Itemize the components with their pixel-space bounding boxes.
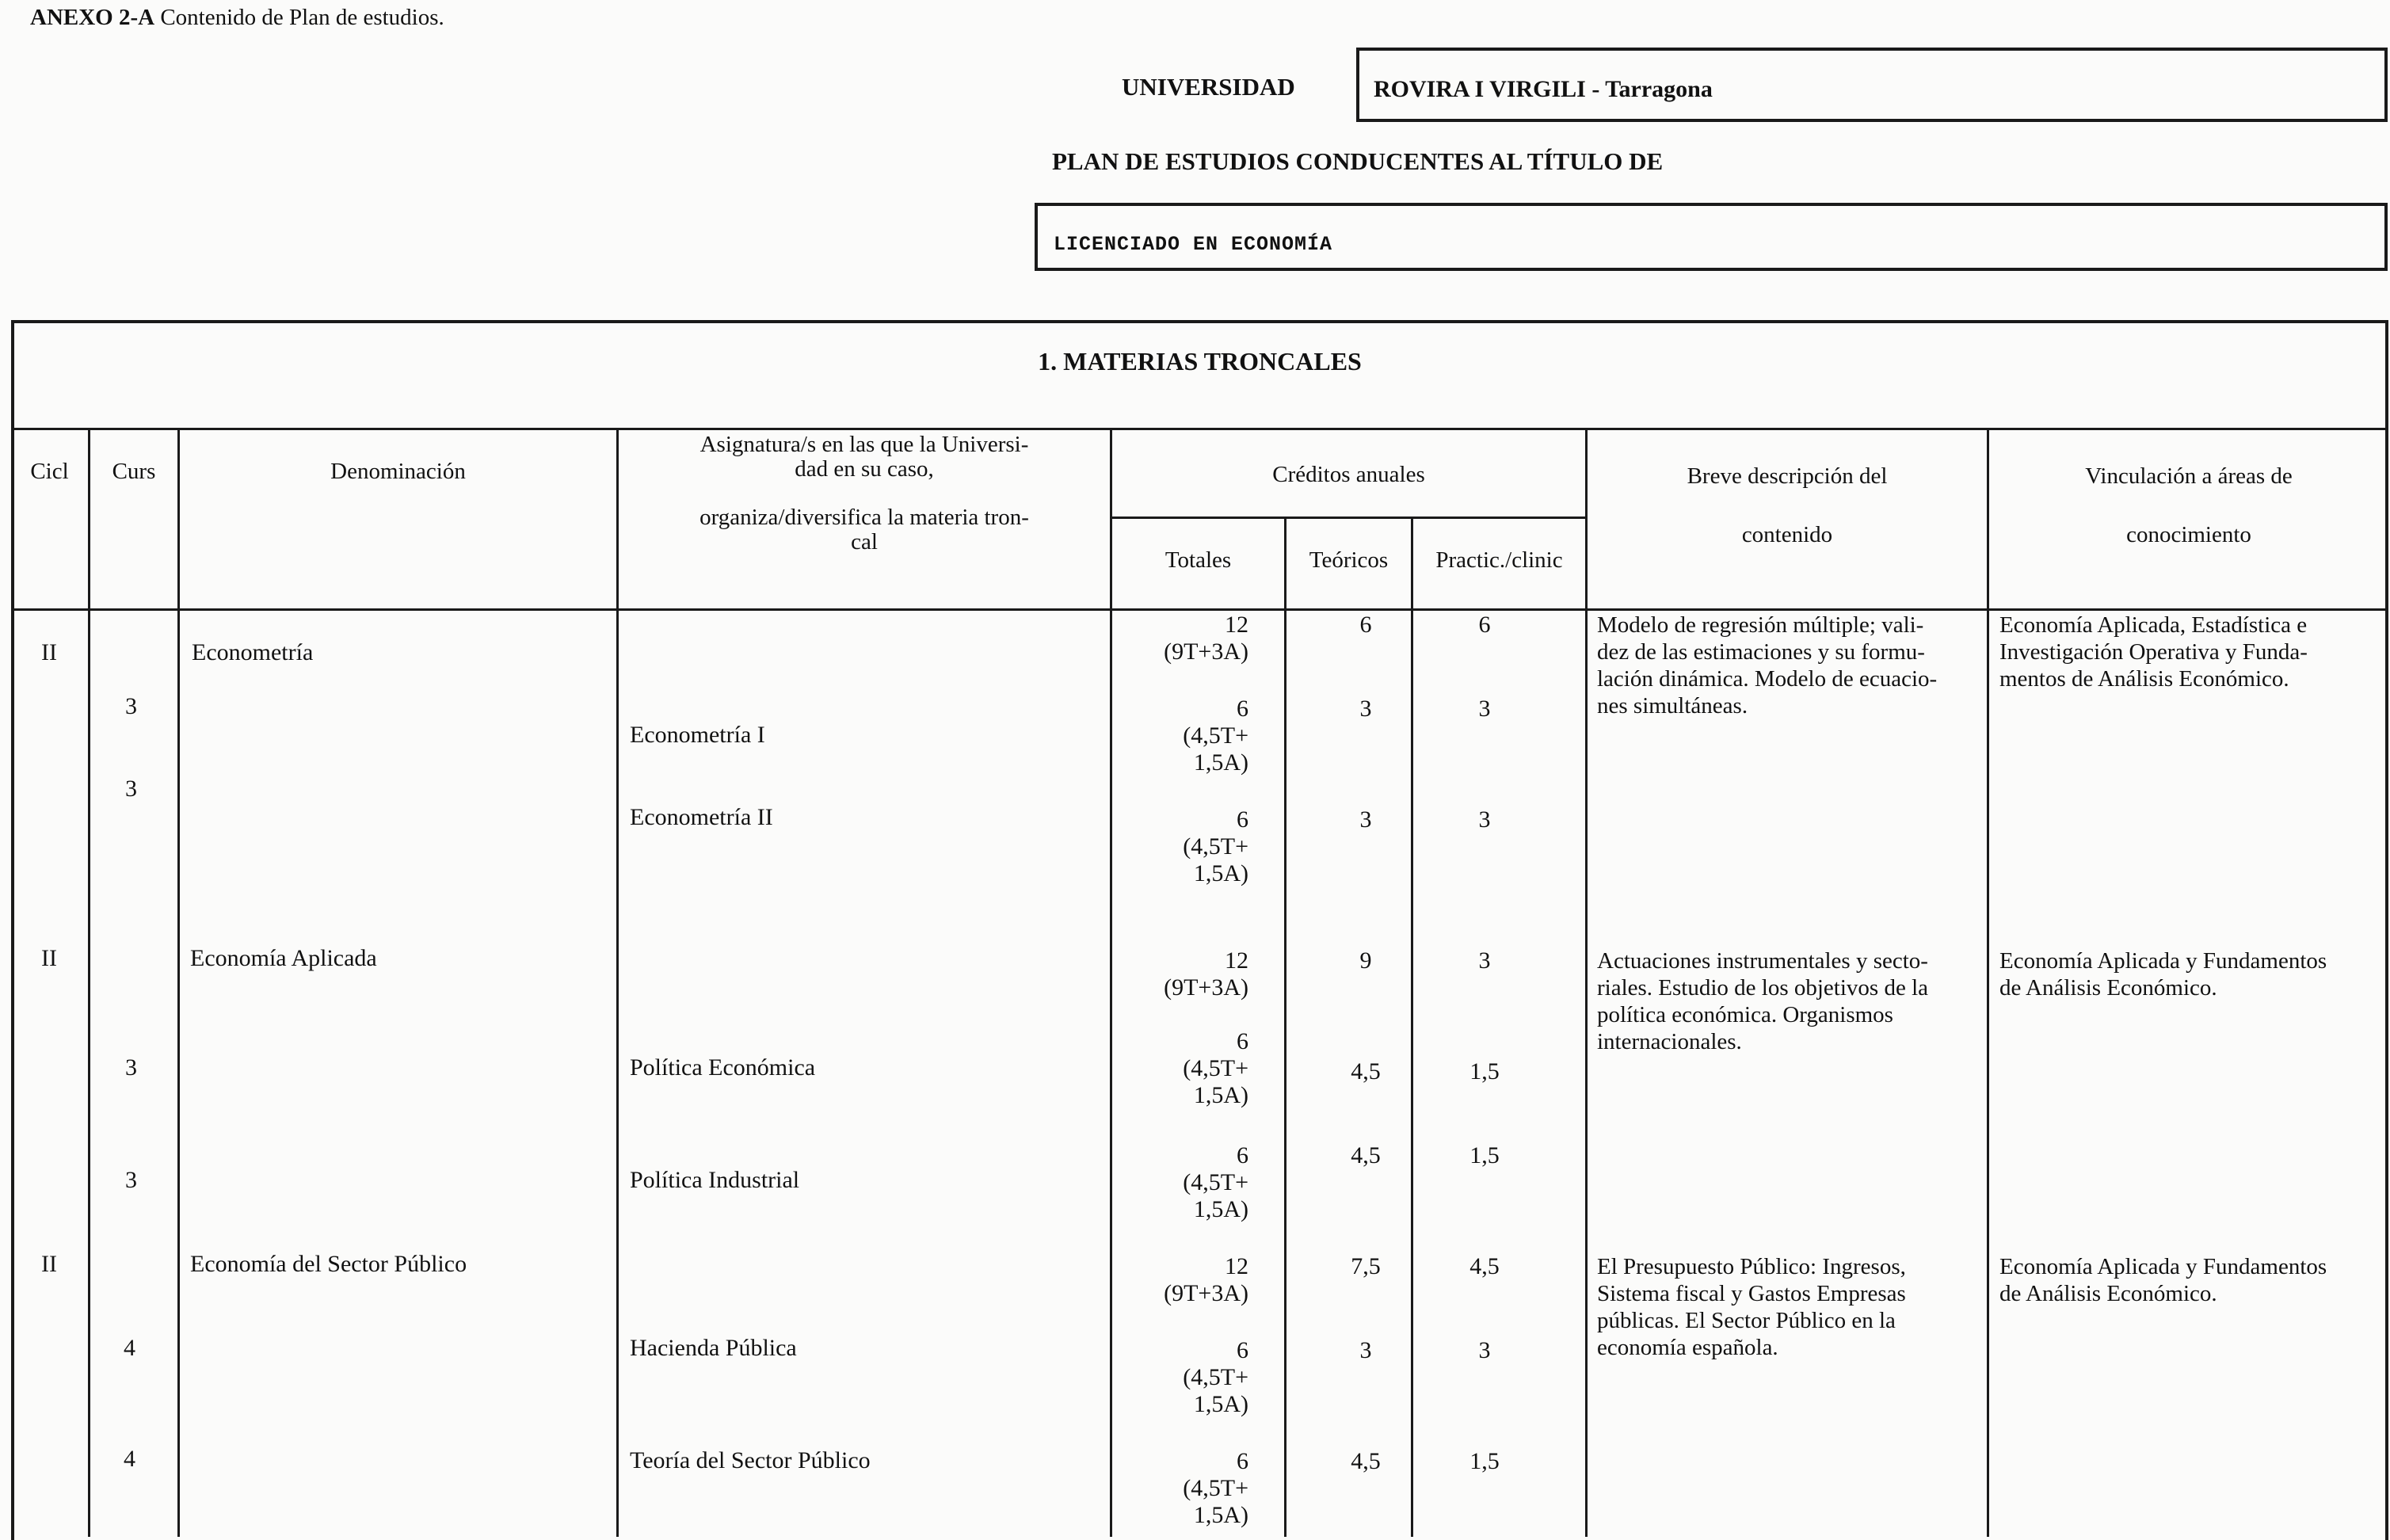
row-practicos: 6 [1478, 612, 1491, 638]
row-practicos: 4,5 [1469, 1253, 1500, 1279]
row-totales [1130, 1028, 1248, 1109]
col-header-teoricos: Teóricos [1309, 547, 1389, 573]
column-divider [1110, 428, 1112, 1537]
col-header-vinculacion-line: conocimiento [2126, 522, 2251, 547]
col-header-asignatura-line: Asignatura/s en las que la Universi- [699, 432, 1029, 457]
total-breakdown: (9T+3A) [1164, 1280, 1248, 1306]
total-credits: 6 [1237, 806, 1248, 833]
total-breakdown: 1,5A) [1193, 1391, 1248, 1417]
col-header-curs: Curs [112, 459, 156, 484]
header-bottom-divider [11, 608, 2388, 611]
row-denominacion: Economía Aplicada [190, 945, 377, 971]
row-asignatura: Econometría I [630, 722, 765, 748]
description-line: públicas. El Sector Público en la [1597, 1308, 1896, 1333]
row-totales [1130, 1142, 1248, 1223]
column-divider [1411, 517, 1413, 1537]
degree-name: LICENCIADO EN ECONOMÍA [1054, 233, 1333, 256]
row-curs: 3 [125, 1054, 137, 1081]
area-line: de Análisis Económico. [1999, 1281, 2217, 1306]
column-divider [1284, 517, 1286, 1537]
row-practicos: 3 [1478, 1337, 1491, 1363]
row-totales [1130, 1253, 1248, 1307]
total-credits: 12 [1225, 947, 1248, 974]
col-header-vinculacion-line: Vinculación a áreas de [2085, 463, 2293, 489]
section-title: 1. MATERIAS TRONCALES [1038, 347, 1362, 375]
area-line: Economía Aplicada y Fundamentos [1999, 1254, 2327, 1279]
total-credits: 6 [1237, 1337, 1248, 1363]
row-asignatura: Hacienda Pública [630, 1335, 797, 1361]
description-line: Sistema fiscal y Gastos Empresas [1597, 1281, 1906, 1306]
area-line: mentos de Análisis Económico. [1999, 666, 2289, 692]
total-credits: 6 [1237, 696, 1248, 722]
university-label: UNIVERSIDAD [1122, 73, 1295, 101]
total-credits: 6 [1237, 1448, 1248, 1474]
row-teoricos: 9 [1359, 947, 1372, 974]
col-header-descripcion [1588, 463, 1987, 548]
row-descripcion [1597, 612, 1977, 719]
total-breakdown: (4,5T+ [1183, 1364, 1248, 1390]
row-curs: 4 [124, 1446, 135, 1472]
row-teoricos: 6 [1359, 612, 1372, 638]
university-name: ROVIRA I VIRGILI - Tarragona [1374, 76, 1713, 102]
total-breakdown: (4,5T+ [1183, 1475, 1248, 1501]
description-line: dez de las estimaciones y su formu- [1597, 639, 1925, 665]
total-credits: 6 [1237, 1028, 1248, 1054]
description-line: El Presupuesto Público: Ingresos, [1597, 1254, 1906, 1279]
area-line: Economía Aplicada, Estadística e [1999, 612, 2308, 638]
row-totales [1130, 696, 1248, 776]
section-divider [11, 428, 2388, 430]
total-breakdown: 1,5A) [1193, 1082, 1248, 1108]
university-box [1356, 48, 2388, 122]
total-breakdown: 1,5A) [1193, 1196, 1248, 1222]
column-divider [616, 428, 619, 1537]
row-practicos: 1,5 [1469, 1058, 1500, 1084]
row-teoricos: 3 [1359, 696, 1372, 722]
total-breakdown: (4,5T+ [1183, 722, 1248, 749]
row-asignatura: Política Económica [630, 1054, 816, 1081]
row-practicos: 3 [1478, 806, 1491, 833]
column-divider [1987, 428, 1989, 1537]
row-teoricos: 3 [1359, 806, 1372, 833]
col-header-denominacion: Denominación [330, 459, 466, 484]
description-line: política económica. Organismos [1597, 1002, 1893, 1027]
total-breakdown: (9T+3A) [1164, 974, 1248, 1001]
row-curs: 4 [124, 1335, 135, 1361]
row-cicl: II [41, 1251, 57, 1277]
total-breakdown: (4,5T+ [1183, 833, 1248, 860]
row-totales [1130, 1337, 1248, 1418]
row-asignatura: Teoría del Sector Público [630, 1447, 871, 1473]
credits-subheader-divider [1110, 517, 1587, 519]
row-totales [1130, 806, 1248, 887]
row-curs: 3 [125, 693, 137, 719]
col-header-asignatura [619, 433, 1110, 555]
row-descripcion [1597, 1253, 1977, 1361]
total-credits: 12 [1225, 612, 1248, 638]
area-line: de Análisis Económico. [1999, 975, 2217, 1001]
row-practicos: 3 [1478, 696, 1491, 722]
row-practicos: 3 [1478, 947, 1491, 974]
total-breakdown: (9T+3A) [1164, 638, 1248, 665]
column-divider [88, 428, 90, 1537]
row-teoricos: 4,5 [1351, 1448, 1381, 1474]
row-cicl: II [41, 639, 57, 665]
description-line: Modelo de regresión múltiple; vali- [1597, 612, 1924, 638]
col-header-practicos: Practic./clinic [1435, 547, 1563, 573]
row-curs: 3 [125, 776, 137, 802]
row-totales [1130, 612, 1248, 665]
total-breakdown: (4,5T+ [1183, 1055, 1248, 1081]
column-divider [1585, 428, 1588, 1537]
col-header-asignatura-line: cal [851, 529, 878, 555]
row-vinculacion [1999, 947, 2378, 1001]
degree-box [1035, 203, 2388, 271]
area-line: Economía Aplicada y Fundamentos [1999, 948, 2327, 974]
row-totales [1130, 1448, 1248, 1529]
description-line: internacionales. [1597, 1029, 1742, 1054]
row-vinculacion [1999, 1253, 2378, 1307]
col-header-cicl: Cicl [30, 459, 69, 484]
annex-description: Contenido de Plan de estudios. [160, 5, 444, 30]
column-divider [177, 428, 180, 1537]
total-breakdown: 1,5A) [1193, 1502, 1248, 1528]
col-header-totales: Totales [1165, 547, 1232, 573]
description-line: Actuaciones instrumentales y secto- [1597, 948, 1928, 974]
total-credits: 6 [1237, 1142, 1248, 1168]
row-denominacion: Economía del Sector Público [190, 1251, 467, 1277]
total-breakdown: 1,5A) [1193, 749, 1248, 776]
total-breakdown: (4,5T+ [1183, 1169, 1248, 1195]
row-totales [1130, 947, 1248, 1001]
annex-heading [30, 5, 444, 31]
col-header-asignatura-line: dad en su caso, [795, 456, 934, 482]
description-line: economía española. [1597, 1335, 1778, 1360]
row-practicos: 1,5 [1469, 1142, 1500, 1168]
annex-code: ANEXO 2-A [30, 5, 155, 30]
row-practicos: 1,5 [1469, 1448, 1500, 1474]
row-asignatura: Econometría II [630, 804, 773, 830]
row-denominacion: Econometría [192, 639, 314, 665]
description-line: lación dinámica. Modelo de ecuacio- [1597, 666, 1938, 692]
row-teoricos: 7,5 [1351, 1253, 1381, 1279]
plan-title: PLAN DE ESTUDIOS CONDUCENTES AL TÍTULO DE [1052, 147, 1664, 175]
row-vinculacion [1999, 612, 2378, 692]
row-curs: 3 [125, 1167, 137, 1193]
row-teoricos: 4,5 [1351, 1058, 1381, 1084]
col-header-vinculacion [1989, 463, 2388, 548]
col-header-descripcion-line: contenido [1741, 522, 1833, 547]
row-teoricos: 3 [1359, 1337, 1372, 1363]
total-breakdown: 1,5A) [1193, 860, 1248, 886]
col-header-asignatura-line: organiza/diversifica la materia tron- [699, 505, 1029, 530]
row-cicl: II [41, 945, 57, 971]
col-header-creditos: Créditos anuales [1272, 462, 1425, 487]
description-line: nes simultáneas. [1597, 693, 1748, 719]
area-line: Investigación Operativa y Funda- [1999, 639, 2308, 665]
row-asignatura: Política Industrial [630, 1167, 800, 1193]
description-line: riales. Estudio de los objetivos de la [1597, 975, 1929, 1001]
total-credits: 12 [1225, 1253, 1248, 1279]
row-teoricos: 4,5 [1351, 1142, 1381, 1168]
row-descripcion [1597, 947, 1977, 1055]
col-header-descripcion-line: Breve descripción del [1687, 463, 1888, 489]
